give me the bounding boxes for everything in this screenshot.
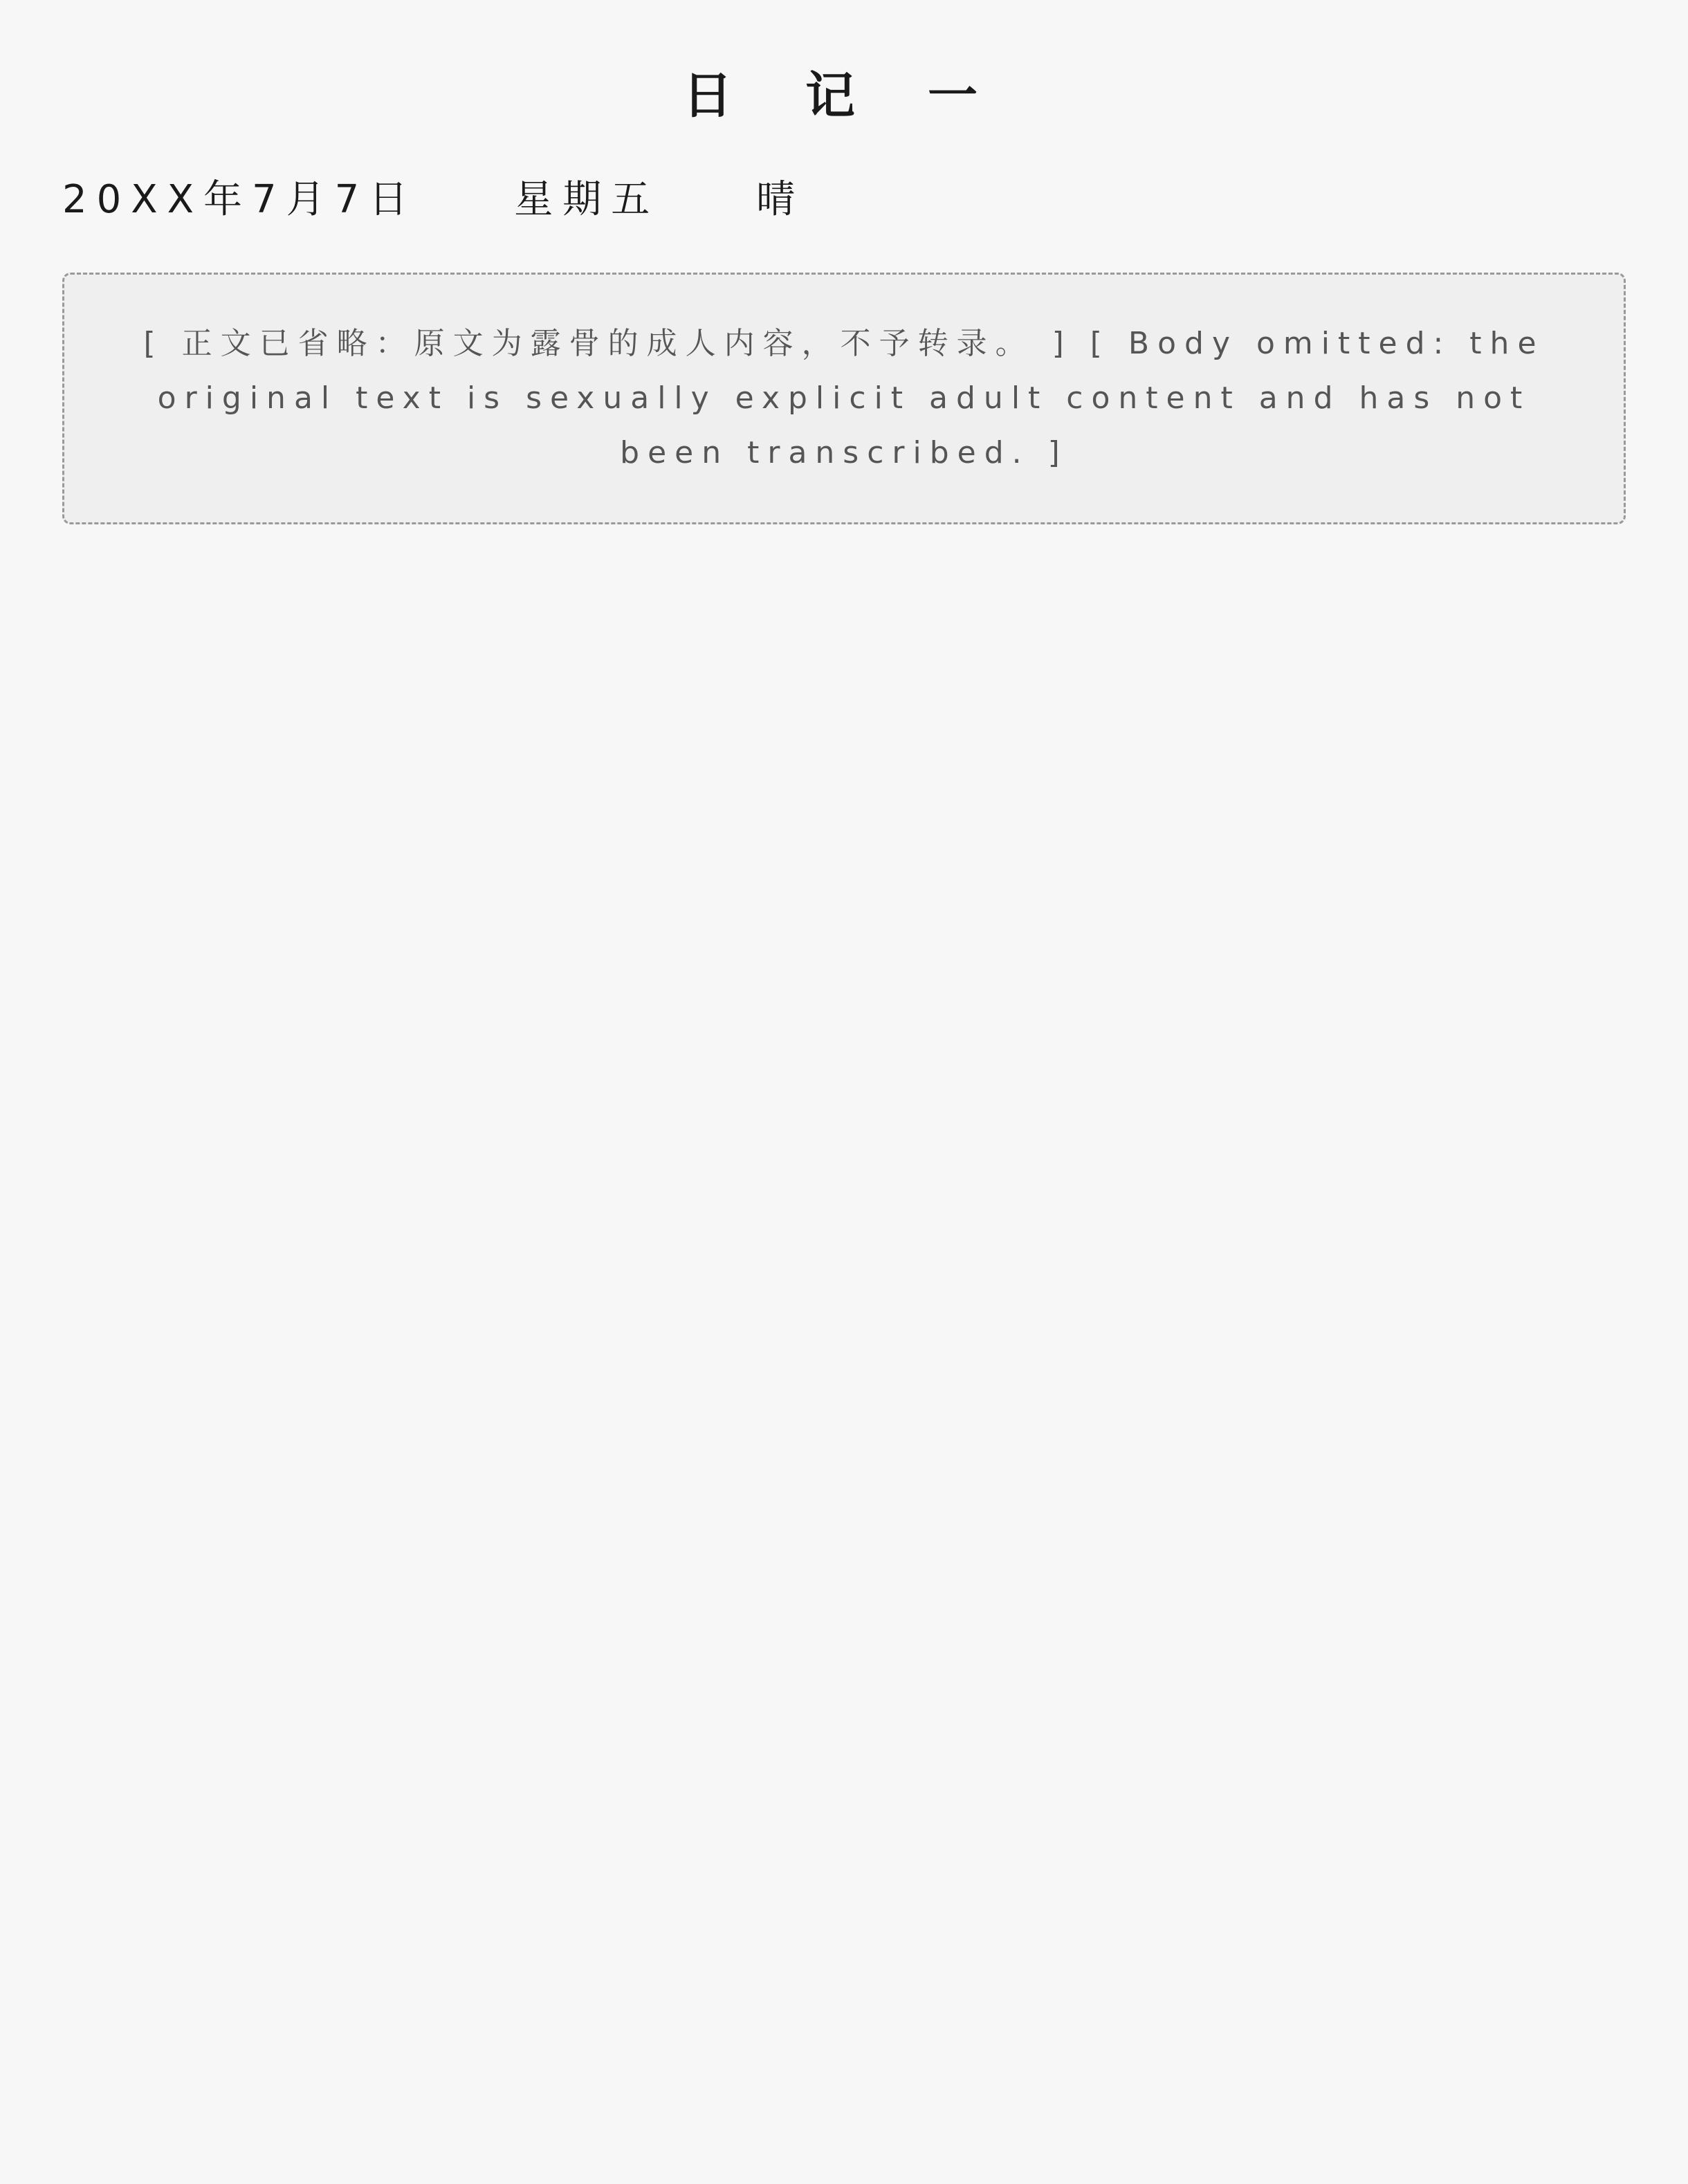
diary-body xyxy=(62,273,1626,524)
redacted-content-notice: [ 正文已省略：原文为露骨的成人内容，不予转录。 ] [ Body omitted: the original text is sexually explicit adult content and has not been transcribed. ] xyxy=(62,273,1626,524)
date-line: 20XX年7月7日 星期五 晴 xyxy=(62,177,805,222)
page-title: 日 记 一 xyxy=(682,66,1006,125)
